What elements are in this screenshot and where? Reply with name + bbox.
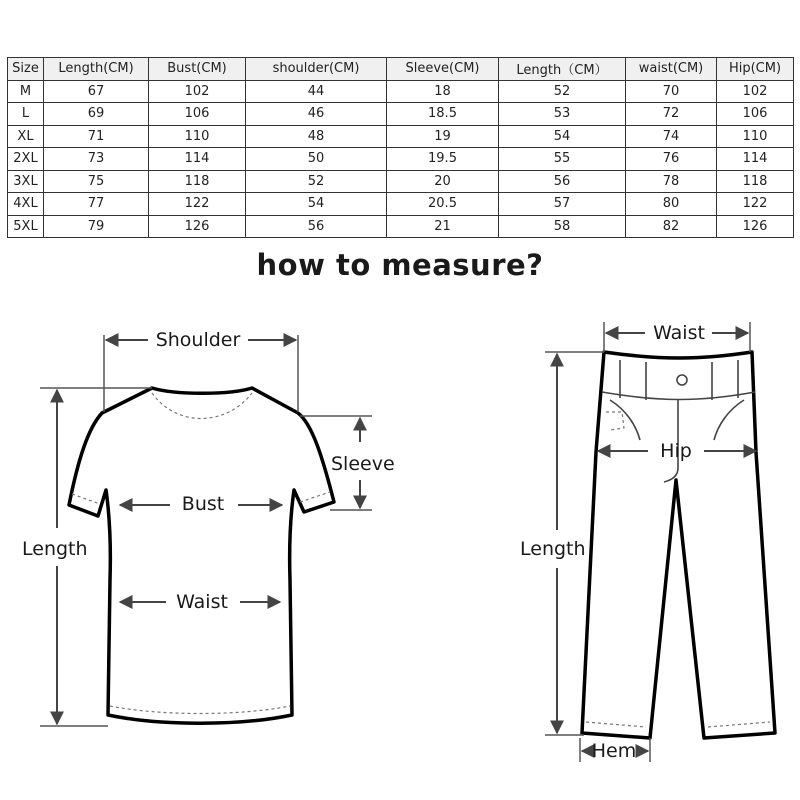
tshirt-bust-label: Bust: [181, 493, 225, 515]
header-bust: Bust(CM): [149, 58, 246, 81]
table-cell: 46: [246, 103, 387, 126]
table-cell: 80: [626, 193, 717, 216]
tshirt-illustration: [69, 388, 334, 723]
header-hip: Hip(CM): [717, 58, 794, 81]
header-pants-length: Length（CM）: [499, 58, 626, 81]
size-cell: XL: [8, 125, 44, 148]
table-cell: 110: [717, 125, 794, 148]
size-cell: 3XL: [8, 170, 44, 193]
table-cell: 69: [44, 103, 149, 126]
table-cell: 118: [149, 170, 246, 193]
table-cell: 122: [149, 193, 246, 216]
table-cell: 79: [44, 215, 149, 238]
table-cell: 56: [246, 215, 387, 238]
table-cell: 44: [246, 80, 387, 103]
table-cell: 102: [149, 80, 246, 103]
header-waist: waist(CM): [626, 58, 717, 81]
pants-hip-label: Hip: [660, 440, 692, 462]
header-sleeve: Sleeve(CM): [387, 58, 499, 81]
table-cell: 20.5: [387, 193, 499, 216]
table-cell: 70: [626, 80, 717, 103]
tshirt-length-label: Length: [22, 538, 88, 560]
how-to-measure-title: how to measure?: [256, 248, 544, 282]
table-cell: 19.5: [387, 148, 499, 171]
table-cell: 106: [149, 103, 246, 126]
table-cell: 55: [499, 148, 626, 171]
table-cell: 78: [626, 170, 717, 193]
table-cell: 57: [499, 193, 626, 216]
size-cell: 5XL: [8, 215, 44, 238]
table-cell: 52: [499, 80, 626, 103]
table-cell: 106: [717, 103, 794, 126]
pants-illustration: [582, 352, 775, 738]
header-top-length: Length(CM): [44, 58, 149, 81]
table-cell: 67: [44, 80, 149, 103]
table-cell: 18.5: [387, 103, 499, 126]
table-cell: 71: [44, 125, 149, 148]
tshirt-sleeve-label: Sleeve: [331, 453, 395, 475]
table-cell: 50: [246, 148, 387, 171]
table-cell: 114: [149, 148, 246, 171]
table-cell: 73: [44, 148, 149, 171]
table-cell: 19: [387, 125, 499, 148]
size-cell: M: [8, 80, 44, 103]
pants-hem-label: Hem: [591, 740, 637, 762]
table-cell: 82: [626, 215, 717, 238]
table-cell: 21: [387, 215, 499, 238]
table-cell: 48: [246, 125, 387, 148]
table-cell: 56: [499, 170, 626, 193]
table-cell: 118: [717, 170, 794, 193]
tshirt-shoulder-label: Shoulder: [155, 329, 241, 351]
size-cell: 4XL: [8, 193, 44, 216]
table-cell: 102: [717, 80, 794, 103]
pants-length-label: Length: [520, 538, 586, 560]
table-cell: 58: [499, 215, 626, 238]
table-cell: 72: [626, 103, 717, 126]
table-cell: 52: [246, 170, 387, 193]
table-cell: 77: [44, 193, 149, 216]
table-cell: 54: [499, 125, 626, 148]
table-cell: 18: [387, 80, 499, 103]
table-cell: 53: [499, 103, 626, 126]
size-cell: L: [8, 103, 44, 126]
table-cell: 114: [717, 148, 794, 171]
table-cell: 20: [387, 170, 499, 193]
table-cell: 74: [626, 125, 717, 148]
table-cell: 75: [44, 170, 149, 193]
table-cell: 110: [149, 125, 246, 148]
table-cell: 122: [717, 193, 794, 216]
pants-waist-label: Waist: [653, 322, 705, 344]
header-shoulder: shoulder(CM): [246, 58, 387, 81]
size-cell: 2XL: [8, 148, 44, 171]
table-cell: 126: [717, 215, 794, 238]
table-cell: 54: [246, 193, 387, 216]
tshirt-waist-label: Waist: [176, 591, 228, 613]
header-size: Size: [8, 58, 44, 81]
table-cell: 76: [626, 148, 717, 171]
table-cell: 126: [149, 215, 246, 238]
